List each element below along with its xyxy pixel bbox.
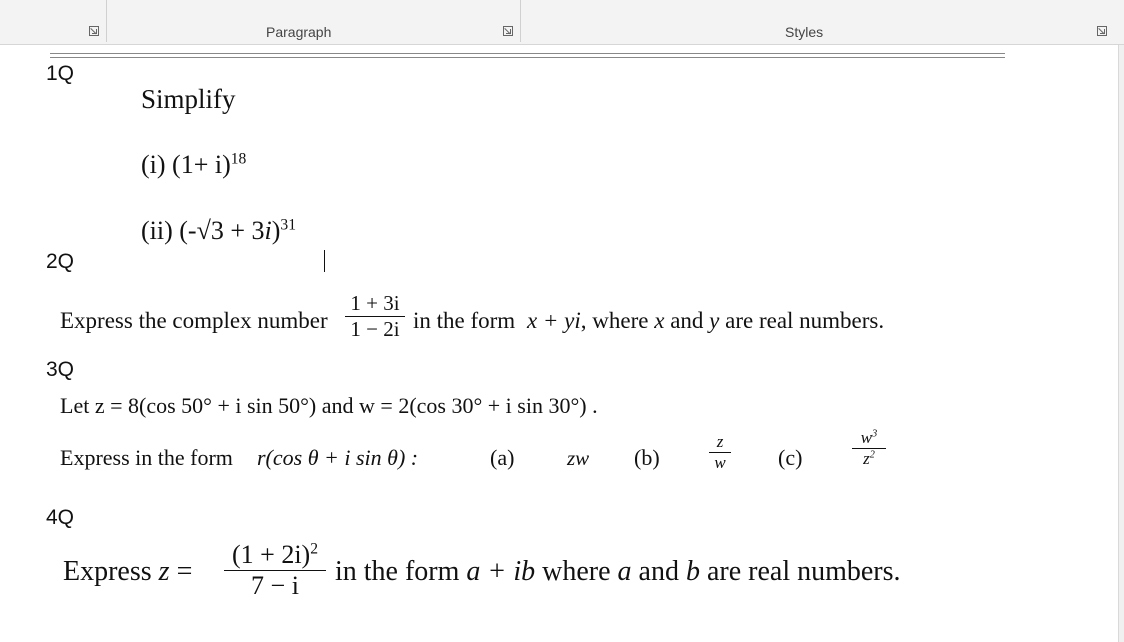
q1-part-i — [141, 150, 246, 180]
q2-lead: Express the complex number — [60, 308, 328, 333]
ribbon-separator — [106, 0, 107, 42]
q2-fraction — [345, 291, 405, 342]
q4-num-base: (1 + 2i) — [232, 540, 311, 569]
q3-option-a-expr: zw — [567, 446, 590, 470]
q1-part-ii-exponent: 31 — [280, 216, 297, 234]
paragraph-dialog-launcher-icon[interactable] — [503, 26, 513, 36]
q4-and: and — [638, 556, 679, 587]
q4-lead-text: Express — [63, 556, 152, 587]
q2-tail-1: in the form — [413, 308, 516, 333]
styles-group-label: Styles — [785, 24, 824, 40]
q2-expr: x + yi — [526, 308, 581, 333]
q2-fraction-denominator: 1 − 2i — [350, 317, 400, 341]
q1-part-i-base: (i) (1+ i) — [141, 150, 231, 179]
q3-option-b-label: (b) — [634, 445, 660, 470]
document-page[interactable] — [0, 45, 1119, 642]
q1-part-ii — [141, 216, 296, 246]
q2-x: x — [654, 308, 665, 333]
q3-option-c-fraction — [852, 428, 886, 469]
q4-num-exponent: 2 — [310, 540, 318, 558]
q2-y: y — [709, 308, 720, 333]
q2-fraction-numerator: 1 + 3i — [350, 291, 400, 315]
styles-dialog-launcher-icon[interactable] — [1097, 26, 1107, 36]
question-2-label: 2Q — [46, 250, 75, 273]
q4-tail-1: in the form — [335, 556, 460, 587]
q2-tail-2: , where — [580, 308, 649, 333]
q4-tail — [335, 556, 901, 588]
q3-b-denominator: w — [714, 453, 726, 472]
q3-form: r(cos θ + i sin θ) : — [257, 445, 419, 470]
q4-eq: = — [176, 556, 193, 587]
q4-b: b — [685, 556, 700, 587]
q4-a: a — [617, 556, 632, 587]
q3-c-den-exponent: 2 — [869, 449, 875, 461]
q1-title: Simplify — [141, 84, 236, 114]
ribbon-separator — [520, 0, 521, 42]
q3-c-num-base: w — [860, 428, 873, 447]
q1-part-ii-close: ) — [271, 216, 281, 245]
q3-option-a-label: (a) — [490, 445, 515, 470]
q3-let-line: Let z = 8(cos 50° + i sin 50°) and w = 2(cos 30° + i sin 30°) . — [60, 393, 598, 418]
q4-tail-2: where — [542, 556, 611, 587]
text-cursor — [324, 250, 325, 272]
q1-part-ii-base: (ii) (-√3 + 3 — [141, 216, 265, 245]
horizontal-rule — [50, 53, 1005, 54]
ribbon — [0, 0, 1124, 45]
question-1-label: 1Q — [46, 62, 75, 85]
question-3-label: 3Q — [46, 358, 75, 381]
q3-option-b-fraction — [709, 432, 731, 473]
vertical-scrollbar[interactable] — [1119, 45, 1124, 642]
q4-fraction-numerator — [224, 540, 326, 570]
q4-fraction-denominator: 7 − i — [251, 571, 299, 600]
horizontal-rule — [50, 57, 1005, 58]
q4-expr: a + ib — [466, 556, 536, 587]
q3-option-c-label: (c) — [778, 445, 803, 470]
q3-c-den-base: z — [863, 449, 870, 468]
q4-fraction — [224, 540, 326, 601]
q1-part-i-exponent: 18 — [230, 150, 247, 168]
q4-lead — [63, 556, 192, 588]
q3-express: Express in the form — [60, 445, 233, 470]
q3-b-numerator: z — [716, 432, 724, 451]
q3-c-numerator — [852, 428, 886, 448]
q2-tail — [413, 308, 884, 334]
q1-part-ii-var: i — [264, 216, 272, 245]
q2-tail-3: are real numbers. — [725, 308, 885, 333]
font-dialog-launcher-icon[interactable] — [89, 26, 99, 36]
q3-c-num-exponent: 3 — [872, 428, 878, 440]
q2-and: and — [670, 308, 704, 333]
q4-tail-3: are real numbers. — [706, 556, 901, 587]
q4-var: z — [158, 556, 170, 587]
question-4-label: 4Q — [46, 506, 75, 529]
q3-c-denominator — [852, 449, 886, 469]
paragraph-group-label: Paragraph — [266, 24, 332, 40]
